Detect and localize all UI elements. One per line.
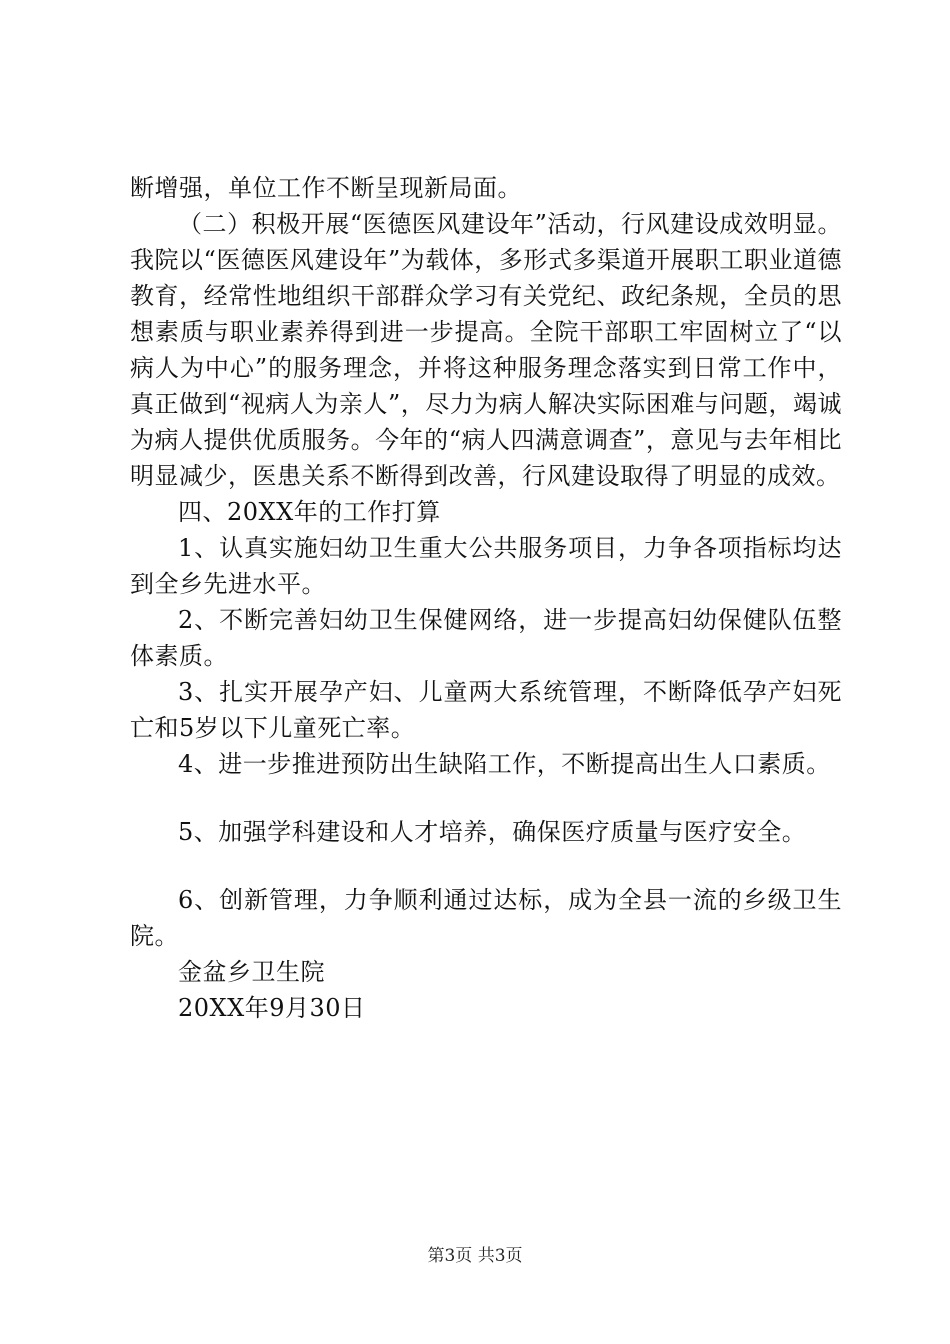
plan-item-2: 2、不断完善妇幼卫生保健网络，进一步提高妇幼保健队伍整体素质。 bbox=[130, 606, 842, 670]
paragraph-section-two: （二）积极开展“医德医风建设年”活动，行风建设成效明显。我院以“医德医风建设年”为载体，多形式多渠道开展职工职业道德教育，经常性地组织干部群众学习有关党纪、政纪条规，全员的思想素质与职业素养得到进一步提高。全院干部职工牢固树立了“以病人为中心”的服务理念，并将这种服务理念落实到日常工作中，真正做到“视病人为亲人”，尽力为病人解决实际困难与问题，竭诚为病人提供优质服务。今年的“病人四满意调查”，意见与去年相比明显减少，医患关系不断得到改善，行风建设取得了明显的成效。 bbox=[130, 210, 842, 490]
section-heading-plans: 四、20XX年的工作打算 bbox=[178, 498, 441, 526]
signature-date: 20XX年9月30日 bbox=[178, 994, 366, 1022]
plan-item-1: 1、认真实施妇幼卫生重大公共服务项目，力争各项指标均达到全乡先进水平。 bbox=[130, 534, 842, 598]
page-number-label: 第3页 共3页 bbox=[427, 1246, 523, 1266]
paragraph-continuation: 断增强，单位工作不断呈现新局面。 bbox=[130, 174, 522, 202]
plan-item-5: 5、加强学科建设和人才培养，确保医疗质量与医疗安全。 bbox=[178, 818, 807, 846]
document-body bbox=[130, 170, 842, 1026]
plan-item-3: 3、扎实开展孕产妇、儿童两大系统管理，不断降低孕产妇死亡和5岁以下儿童死亡率。 bbox=[130, 678, 842, 742]
signature-organization: 金盆乡卫生院 bbox=[178, 958, 325, 986]
plan-item-4: 4、进一步推进预防出生缺陷工作，不断提高出生人口素质。 bbox=[178, 750, 831, 778]
page-footer bbox=[0, 1244, 950, 1268]
plan-item-6: 6、创新管理，力争顺利通过达标，成为全县一流的乡级卫生院。 bbox=[130, 886, 842, 950]
